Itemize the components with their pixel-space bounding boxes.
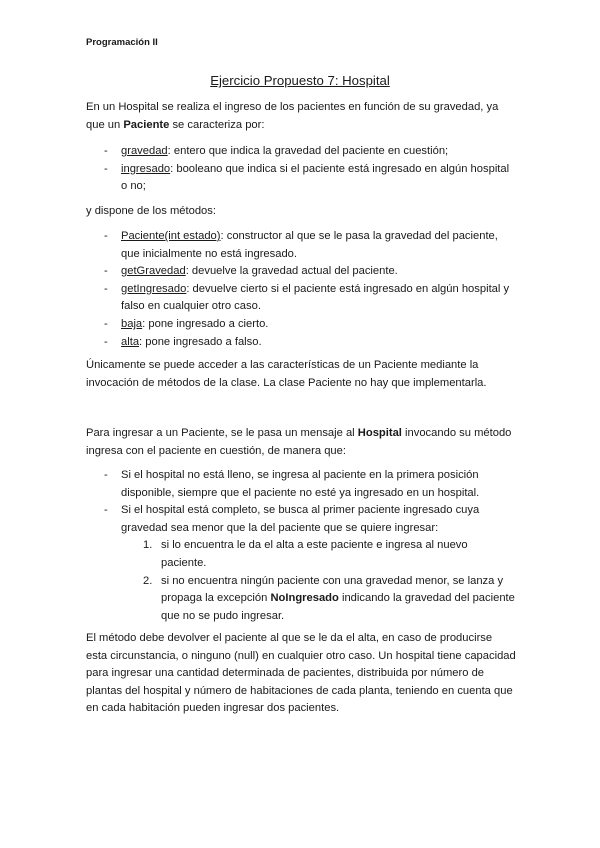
subcase-text-post: indicando la gravedad del paciente que no se pudo ingresar. [161,592,515,622]
subcase-text-pre: si no encuentra ningún paciente con una gravedad menor, se lanza y propaga la excepción [161,574,504,605]
list-item [86,263,516,281]
method-desc: : devuelve la gravedad actual del paciente. [185,265,398,278]
exercise-title: Ejercicio Propuesto 7: Hospital [210,73,390,88]
list-item [86,228,516,263]
subcase-number: 2. [143,574,153,587]
method-desc: : pone ingresado a falso. [139,335,262,348]
list-item [86,143,516,161]
page-header: Programación II [86,37,158,48]
method-name: baja [121,317,143,330]
method-desc: : constructor al que se le pasa la gravedad del paciente, que inicialmente no está ingresado. [121,230,498,260]
list-item [143,537,516,572]
final-paragraph: El método debe devolver el paciente al que se le da el alta, en caso de producirse esta circunstancia, o ninguno (null) en cualquier otro caso. Un hospital tiene capacidad para ingresar una cantidad determinada de pacientes, distribuida por número de plantas del hospital y número de habitaciones de cada planta, teniendo en cuenta que en cada habitación pueden ingresar dos pacientes. [86,632,516,715]
method-desc: : devuelve cierto si el paciente está ingresado en algún hospital y falso en cualquier otro caso. [121,282,510,313]
case-text: Si el hospital no está lleno, se ingresa al paciente en la primera posición disponible, siempre que el paciente no esté ya ingresado en un hospital. [121,469,480,499]
subcase-number: 1. [143,539,153,552]
intro-text-post: se caracteriza por: [169,118,265,131]
ingresar-text-post: invocando su método ingresa con el paciente en cuestión, de manera que: [86,427,512,457]
attribute-list [86,143,516,196]
attribute-desc: : entero que indica la gravedad del paciente en cuestión; [167,145,449,157]
list-item [86,467,516,502]
subcase-text-bold: NoIngresado [270,592,339,605]
case-text: Si el hospital está completo, se busca al primer paciente ingresado cuya gravedad sea menor que la del paciente que se quiere ingresar: [121,504,480,534]
methods-intro: y dispone de los métodos: [86,205,216,217]
attribute-name: gravedad [121,145,168,157]
list-item [86,281,516,316]
case-list [86,467,516,625]
ingresar-text-bold: Hospital [357,427,402,439]
attribute-desc: : booleano que indica si el paciente está ingresado en algún hospital o no; [121,162,510,193]
ingresar-text-pre: Para ingresar a un Paciente, se le pasa un mensaje al [86,427,358,439]
subcase-list [143,537,516,625]
method-desc: : pone ingresado a cierto. [142,317,269,330]
list-item [86,316,516,334]
method-name: Paciente(int estado) [121,230,221,242]
method-name: getGravedad [121,265,186,278]
list-item [143,573,516,626]
note-paragraph: Únicamente se puede acceder a las características de un Paciente mediante la invocación de métodos de la clase. La clase Paciente no hay que implementarla. [86,359,487,389]
ingresar-paragraph [86,425,516,460]
list-item [86,161,516,196]
subcase-text: si lo encuentra le da el alta a este paciente e ingresa al nuevo paciente. [161,539,468,569]
list-item [86,334,516,352]
intro-text-bold: Paciente [123,118,170,131]
list-item [86,502,516,625]
method-list [86,228,516,351]
intro-paragraph [86,99,516,134]
intro-text-pre: En un Hospital se realiza el ingreso de los pacientes en función de su gravedad, ya que un [86,101,499,131]
attribute-name: ingresado [121,162,171,175]
method-name: getIngresado [121,282,187,295]
method-name: alta [121,335,140,348]
